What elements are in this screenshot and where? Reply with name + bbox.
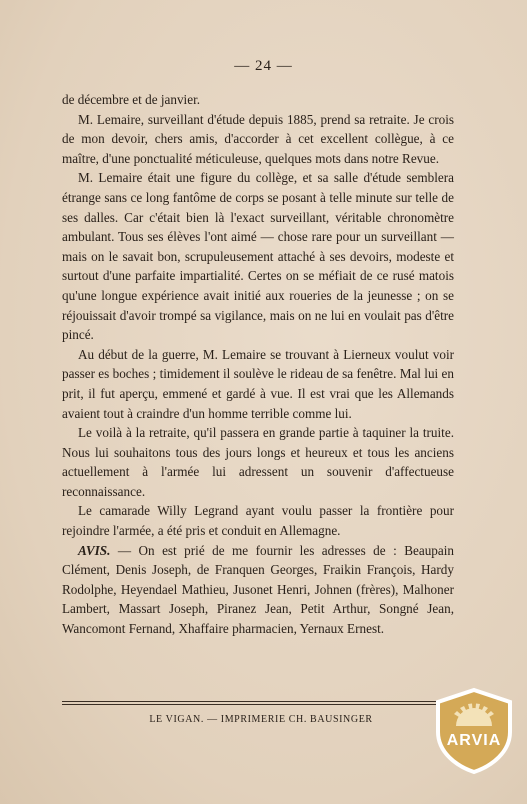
- arvia-shield-icon: [430, 686, 518, 774]
- notice-text: — On est prié de me fournir les adresses de : Beaupain Clément, Denis Joseph, de Franquen Georges, Fraikin François, Hardy Rodolphe, Heyendael Mathieu, Jusonet Henri, Johnen (frères), Malhoner Lambert, Massart Joseph, Piranez Jean, Petit Arthur, Songné Jean, Wancomont Fernand, Xhaffaire pharmacien, Yernaux Ernest.: [62, 542, 454, 637]
- footer-rule-top: [62, 701, 460, 702]
- paragraph-1: de décembre et de janvier.: [62, 92, 201, 107]
- paragraph-3: M. Lemaire était une figure du collège, et sa salle d'étude semblera étrange sans ce long fantôme de corps se posant à telle minute sur telle de ses dalles. Car c'était bien là l'exact surveillant, véritable chronomètre ambulant. Tous ses élèves l'ont aimé — chose rare pour un surveillant — mais on le savait bon, scrupuleusement attaché à ses devoirs, modeste et surtout d'une parfaite impartialité. Certes on se méfiait de ce rusé matois qu'une longue expérience avait initié aux roueries de la jeunesse ; on se réjouissait d'avoir trompé sa vigilance, mais on ne lui en voulait pas d'être pincé.: [62, 170, 454, 343]
- printer-footer: LE VIGAN. — IMPRIMERIE CH. BAUSINGER: [149, 714, 373, 725]
- watermark-text: ARVIA: [446, 732, 502, 749]
- article-body: [62, 90, 454, 639]
- footer-rule-bottom: [62, 704, 460, 705]
- paragraph-6: Le camarade Willy Legrand ayant voulu passer la frontière pour rejoindre l'armée, a été pris et conduit en Allemagne.: [62, 503, 454, 539]
- notice-paragraph: [62, 541, 454, 639]
- notice-label: AVIS.: [78, 542, 111, 558]
- paragraph-2: M. Lemaire, surveillant d'étude depuis 1885, prend sa retraite. Je crois de mon devoir, chers amis, d'accorder à cet excellent collègue, à ce maître, d'une ponctualité méticuleuse, quelques mots dans notre Revue.: [62, 111, 454, 166]
- paragraph-5: Le voilà à la retraite, qu'il passera en grande partie à taquiner la truite. Nous lui souhaitons tous des jours longs et heureux et tous les anciens actuellement à l'armée lui adressent un souvenir d'affectueuse reconnaissance.: [62, 425, 454, 499]
- page-number: — 24 —: [234, 58, 293, 74]
- paragraph-4: Au début de la guerre, M. Lemaire se trouvant à Lierneux voulut voir passer es boches ; timidement il soulève le rideau de sa fenêtre. Mal lui en prit, il fut aperçu, emmené et gardé à vue. Il est vrai que les Allemands avaient tout à craindre d'un homme terrible comme lui.: [62, 346, 454, 421]
